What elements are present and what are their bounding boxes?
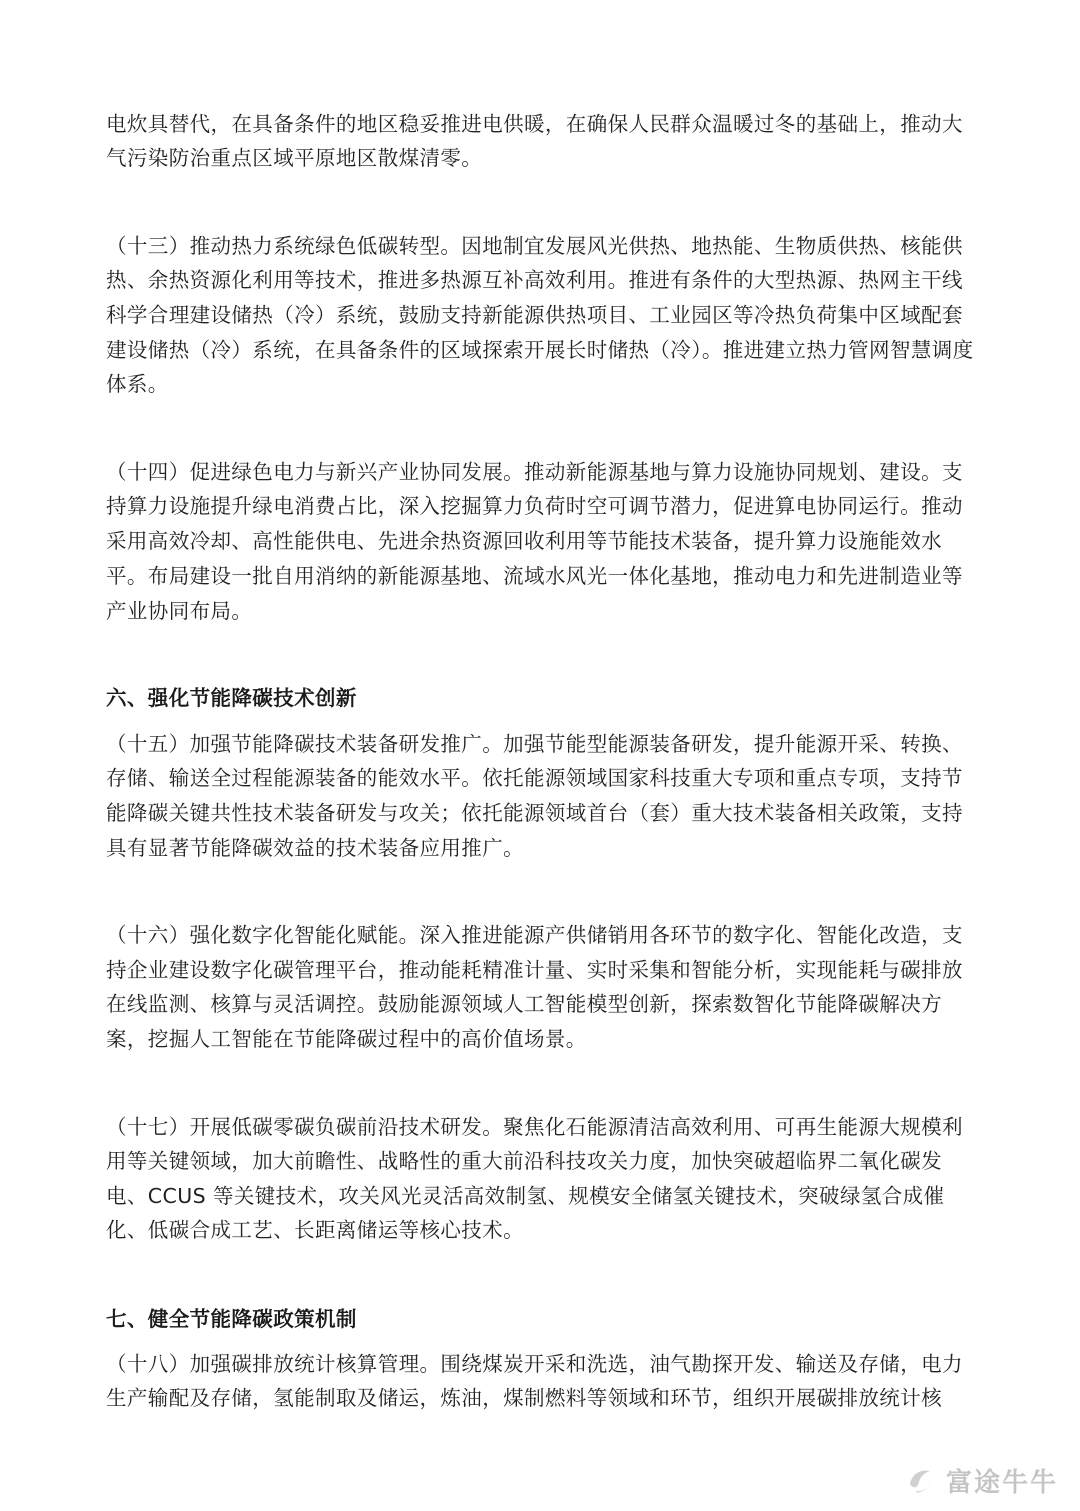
text-line: 产业协同布局。 [106, 599, 253, 623]
text-line: 平。布局建设一批自用消纳的新能源基地、流域水风光一体化基地，推动电力和先进制造业等 [106, 564, 963, 588]
text-line: 热、余热资源化利用等技术，推进多热源互补高效利用。推进有条件的大型热源、热网主干线 [106, 268, 963, 292]
text-line: 持企业建设数字化碳管理平台，推动能耗精准计量、实时采集和智能分析，实现能耗与碳排放 [106, 958, 963, 982]
text-line: （十五）加强节能降碳技术装备研发推广。加强节能型能源装备研发，提升能源开采、转换、 [106, 732, 963, 756]
text-line: 采用高效冷却、高性能供电、先进余热资源回收利用等节能技术装备，提升算力设施能效水 [106, 529, 942, 553]
text-line: 科学合理建设储热（冷）系统，鼓励支持新能源供热项目、工业园区等冷热负荷集中区域配套 [106, 303, 963, 327]
section-heading: 六、强化节能降碳技术创新 [106, 686, 357, 710]
text-line: 持算力设施提升绿电消费占比，深入挖掘算力负荷时空可调节潜力，促进算电协同运行。推动 [106, 494, 963, 518]
text-line: 生产输配及存储，氢能制取及储运，炼油，煤制燃料等领域和环节，组织开展碳排放统计核 [106, 1386, 942, 1410]
text-line: 具有显著节能降碳效益的技术装备应用推广。 [106, 836, 524, 860]
text-line: （十七）开展低碳零碳负碳前沿技术研发。聚焦化石能源清洁高效利用、可再生能源大规模利 [106, 1115, 963, 1139]
watermark [904, 1462, 1058, 1499]
watermark-text: 富途牛牛 [945, 1468, 1058, 1498]
text-line: 能降碳关键共性技术装备研发与攻关；依托能源领域首台（套）重大技术装备相关政策，支持 [106, 801, 963, 825]
text-line: 案，挖掘人工智能在节能降碳过程中的高价值场景。 [106, 1027, 587, 1051]
text-line: 电、CCUS 等关键技术，攻关风光灵活高效制氢、规模安全储氢关键技术，突破绿氢合成催 [106, 1184, 945, 1208]
futu-logo-icon [904, 1464, 938, 1498]
text-line: （十八）加强碳排放统计核算管理。围绕煤炭开采和洗选，油气勘探开发、输送及存储，电力 [106, 1352, 963, 1376]
text-line: 体系。 [106, 372, 169, 396]
text-line: （十三）推动热力系统绿色低碳转型。因地制宜发展风光供热、地热能、生物质供热、核能供 [106, 234, 963, 258]
section-heading: 七、健全节能降碳政策机制 [106, 1307, 357, 1331]
text-line: 化、低碳合成工艺、长距离储运等核心技术。 [106, 1218, 524, 1242]
text-line: 存储、输送全过程能源装备的能效水平。依托能源领域国家科技重大专项和重点专项，支持节 [106, 766, 963, 790]
text-line: （十六）强化数字化智能化赋能。深入推进能源产供储销用各环节的数字化、智能化改造，支 [106, 923, 963, 947]
text-line: 气污染防治重点区域平原地区散煤清零。 [106, 146, 483, 170]
text-line: 电炊具替代，在具备条件的地区稳妥推进电供暖，在确保人民群众温暖过冬的基础上，推动大 [106, 112, 963, 136]
text-line: 在线监测、核算与灵活调控。鼓励能源领域人工智能模型创新，探索数智化节能降碳解决方 [106, 992, 942, 1016]
text-line: 用等关键领域，加大前瞻性、战略性的重大前沿科技攻关力度，加快突破超临界二氧化碳发 [106, 1149, 942, 1173]
text-line: 建设储热（冷）系统，在具备条件的区域探索开展长时储热（冷）。推进建立热力管网智慧调度 [106, 338, 974, 362]
text-line: （十四）促进绿色电力与新兴产业协同发展。推动新能源基地与算力设施协同规划、建设。支 [106, 460, 963, 484]
